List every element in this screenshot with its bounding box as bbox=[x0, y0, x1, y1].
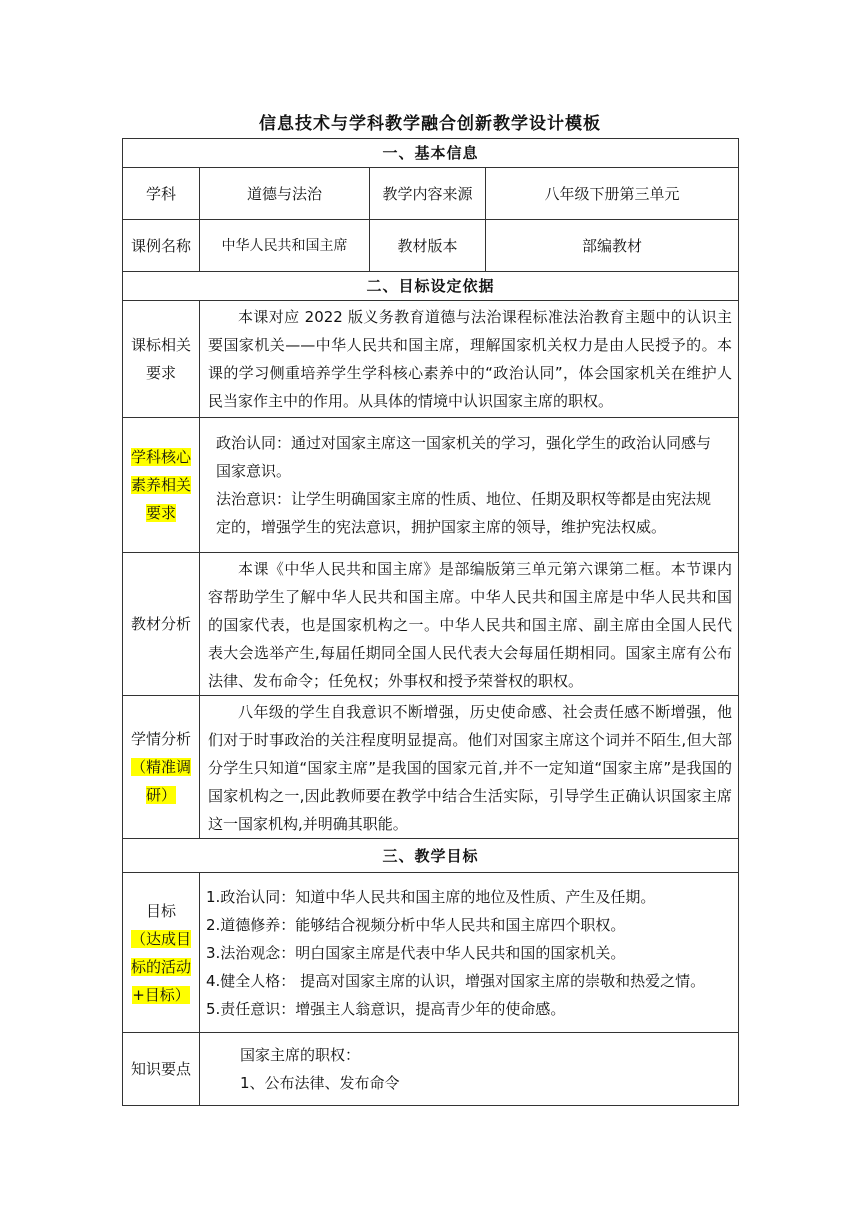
student-analysis-row bbox=[123, 696, 739, 839]
edition-label: 教材版本 bbox=[370, 220, 486, 272]
knowledge-label: 知识要点 bbox=[123, 1033, 200, 1106]
section-header-row bbox=[123, 272, 739, 301]
lesson-design-table bbox=[122, 138, 739, 1106]
precise-research-label: （精准调研） bbox=[130, 758, 191, 804]
objectives-list bbox=[200, 873, 739, 1033]
core-literacy-content bbox=[200, 418, 739, 553]
objective-item: 1.政治认同：知道中华人民共和国主席的地位及性质、产生及任期。 bbox=[206, 887, 656, 906]
objectives-label-cell bbox=[123, 873, 200, 1033]
subject-value: 道德与法治 bbox=[200, 168, 370, 220]
section-header-row bbox=[123, 839, 739, 873]
objectives-activity-label: （达成目标的活动+目标） bbox=[130, 929, 191, 1004]
section-basic-title: 一、基本信息 bbox=[123, 139, 739, 168]
core-item-legal: 法治意识：让学生明确国家主席的性质、地位、任期及职权等都是由宪法规定的，增强学生的宪法意识，拥护国家主席的领导，维护宪法权威。 bbox=[216, 490, 712, 536]
document-title: 信息技术与学科教学融合创新教学设计模板 bbox=[259, 114, 601, 134]
core-item-political: 政治认同：通过对国家主席这一国家机关的学习，强化学生的政治认同感与国家意识。 bbox=[216, 434, 712, 480]
core-literacy-label-cell bbox=[123, 418, 200, 553]
standard-row bbox=[123, 301, 739, 418]
textbook-row bbox=[123, 553, 739, 696]
student-analysis-text: 八年级的学生自我意识不断增强，历史使命感、社会责任感不断增强，他们对于时事政治的关注程度明显提高。他们对国家主席这个词并不陌生,但大部分学生只知道“国家主席”是我国的国家元首,并不一定知道“国家主席”是我国的国家机构之一,因此教师要在教学中结合生活实际，引导学生正确认识国家主席这一国家机构,并明确其职能。 bbox=[200, 696, 739, 839]
source-value: 八年级下册第三单元 bbox=[486, 168, 739, 220]
core-literacy-row bbox=[123, 418, 739, 553]
knowledge-row bbox=[123, 1033, 739, 1106]
objectives-row bbox=[123, 873, 739, 1033]
basic-info-row bbox=[123, 168, 739, 220]
objective-item: 2.道德修养：能够结合视频分析中华人民共和国主席四个职权。 bbox=[206, 915, 626, 934]
section-header-row bbox=[123, 139, 739, 168]
lesson-value: 中华人民共和国主席 bbox=[200, 220, 370, 272]
textbook-text: 本课《中华人民共和国主席》是部编版第三单元第六课第二框。本节课内容帮助学生了解中华人民共和国主席。中华人民共和国主席是中华人民共和国的国家代表，也是国家机构之一。中华人民共和国主席、副主席由全国人民代表大会选举产生,每届任期同全国人民代表大会每届任期相同。国家主席有公布法律、发布命令；任免权；外事权和授予荣誉权的职权。 bbox=[200, 553, 739, 696]
textbook-label: 教材分析 bbox=[123, 553, 200, 696]
knowledge-list bbox=[200, 1033, 739, 1106]
lesson-info-row bbox=[123, 220, 739, 272]
objectives-label: 目标 bbox=[145, 901, 176, 920]
objective-item: 3.法治观念：明白国家主席是代表中华人民共和国的国家机关。 bbox=[206, 943, 626, 962]
section-objectives-title: 三、教学目标 bbox=[123, 839, 739, 873]
subject-label: 学科 bbox=[123, 168, 200, 220]
core-literacy-label: 学科核心素养相关要求 bbox=[130, 448, 191, 522]
lesson-label: 课例名称 bbox=[123, 220, 200, 272]
objective-item: 5.责任意识：增强主人翁意识，提高青少年的使命感。 bbox=[206, 999, 566, 1018]
knowledge-item: 国家主席的职权： bbox=[240, 1046, 361, 1064]
student-analysis-label: 学情分析 bbox=[130, 730, 191, 748]
student-analysis-label-cell bbox=[123, 696, 200, 839]
edition-value: 部编教材 bbox=[486, 220, 739, 272]
section-basis-title: 二、目标设定依据 bbox=[123, 272, 739, 301]
standard-label: 课标相关要求 bbox=[123, 301, 200, 418]
source-label: 教学内容来源 bbox=[370, 168, 486, 220]
standard-text: 本课对应 2022 版义务教育道德与法治课程标准法治教育主题中的认识主要国家机关——中华人民共和国主席，理解国家机关权力是由人民授予的。本课的学习侧重培养学生学科核心素养中的“政治认同”，体会国家机关在维护人民当家作主中的作用。从具体的情境中认识国家主席的职权。 bbox=[200, 301, 739, 418]
knowledge-item: 1、公布法律、发布命令 bbox=[240, 1074, 400, 1092]
objective-item: 4.健全人格： 提高对国家主席的认识，增强对国家主席的崇敬和热爱之情。 bbox=[206, 971, 706, 990]
